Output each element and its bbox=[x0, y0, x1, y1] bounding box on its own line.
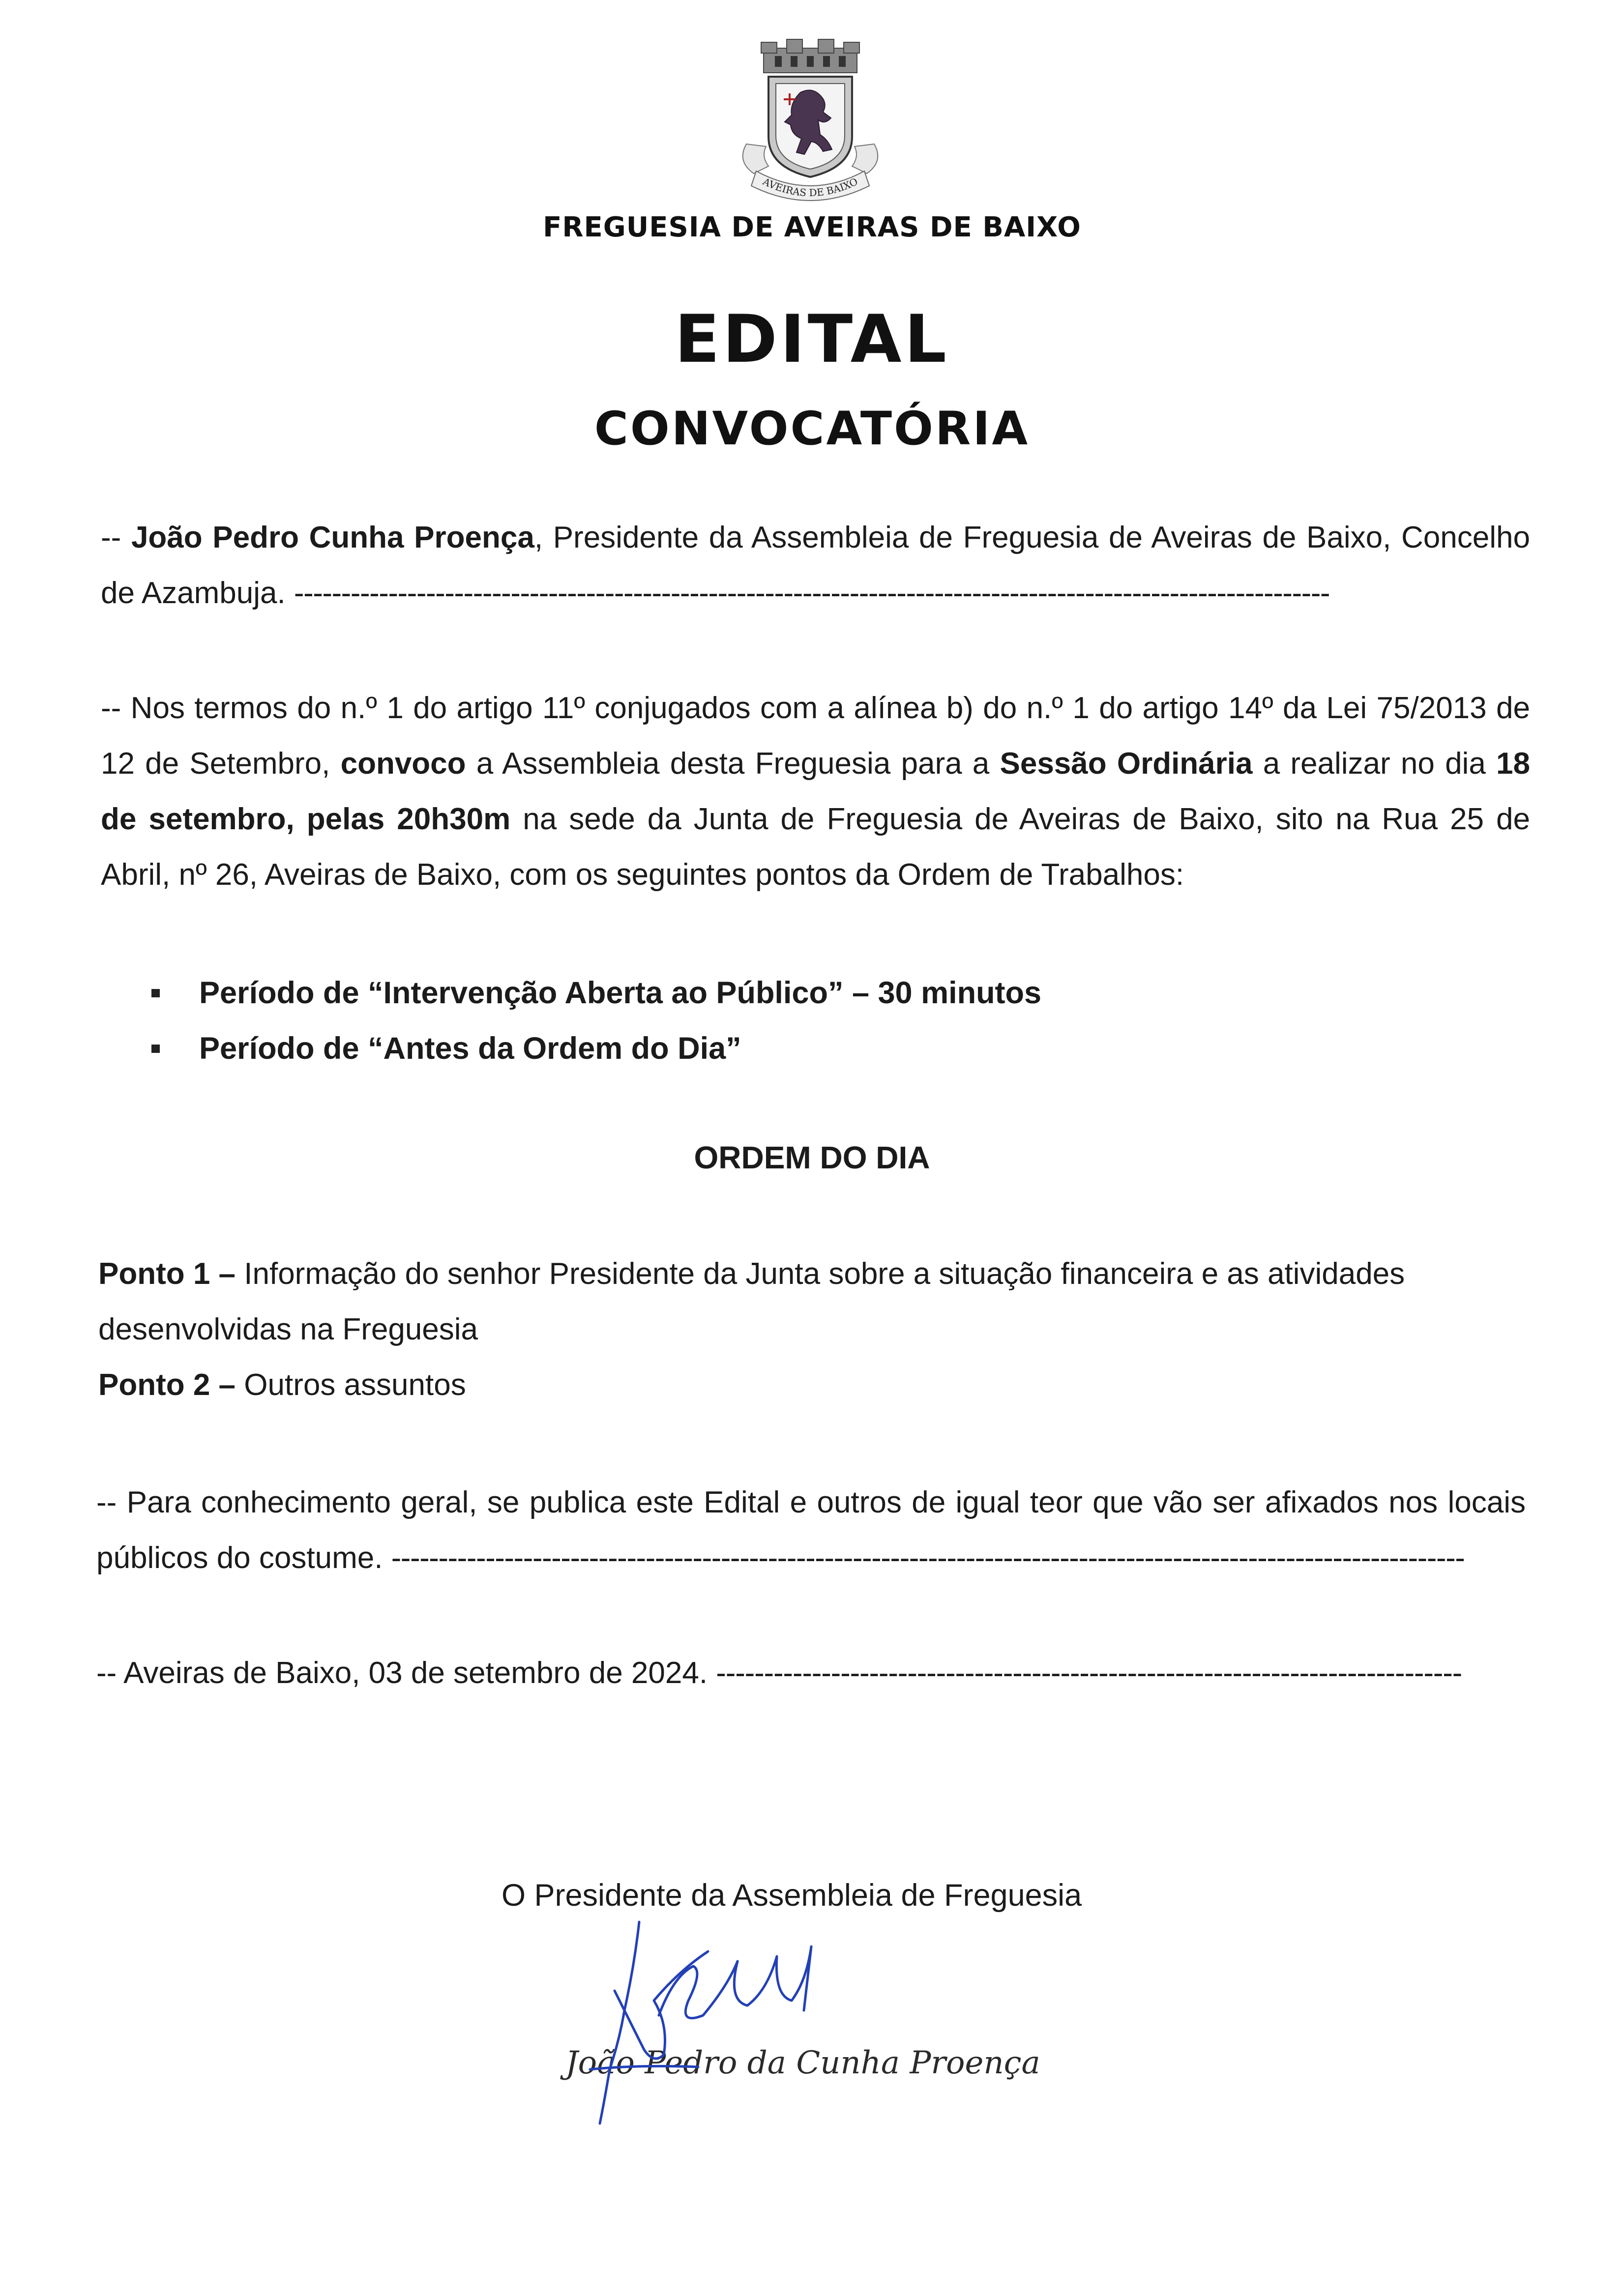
dash-filler: ------------------------------------------------------------------------------ bbox=[716, 1656, 1462, 1690]
list-item bbox=[148, 1021, 1041, 1076]
session-type: Sessão Ordinária bbox=[1000, 747, 1253, 781]
convocation-text-1: -- Nos termos do n.º 1 do artigo 11º conjugados com a alínea b) do n.º 1 do artigo 14º da Lei 75/2013 de 12 de Setembro, bbox=[101, 691, 1530, 781]
signature-caption: O Presidente da Assembleia de Freguesia bbox=[502, 1878, 1082, 1913]
point-label: Ponto 2 – bbox=[98, 1368, 236, 1402]
dash-filler: ------------------------------------------------------------------------------------------------------------------ bbox=[391, 1541, 1465, 1575]
intro-lead: -- bbox=[101, 521, 131, 554]
point-item bbox=[98, 1246, 1514, 1357]
publication-paragraph bbox=[96, 1475, 1526, 1586]
convocation-text-2: a Assembleia desta Freguesia para a bbox=[466, 747, 1000, 781]
crest-motto: AVEIRAS DE BAIXO bbox=[761, 175, 860, 199]
date-text: -- Aveiras de Baixo, 03 de setembro de 2024. bbox=[96, 1656, 716, 1690]
agenda-item-text: Período de “Antes da Ordem do Dia” bbox=[199, 1031, 741, 1066]
document-subtitle: CONVOCATÓRIA bbox=[594, 402, 1030, 456]
point-text: Outros assuntos bbox=[236, 1368, 466, 1402]
convocation-text-4: na sede da Junta de Freguesia de Aveiras de Baixo, sito na Rua 25 de Abril, nº 26, Aveiras de Baixo, com os seguintes pontos da Ordem de Trabalhos: bbox=[101, 802, 1530, 892]
bullet-icon bbox=[151, 989, 160, 997]
point-item bbox=[98, 1357, 1528, 1413]
coat-of-arms-icon bbox=[727, 38, 894, 215]
bullet-icon bbox=[151, 1045, 160, 1053]
point-text: Informação do senhor Presidente da Junta sobre a situação financeira e as atividades desenvolvidas na Freguesia bbox=[98, 1257, 1405, 1346]
signatory-name: João Pedro da Cunha Proença bbox=[565, 2045, 1040, 2081]
parish-name: FREGUESIA DE AVEIRAS DE BAIXO bbox=[543, 211, 1081, 243]
convocation-text-3: a realizar no dia bbox=[1252, 747, 1497, 781]
order-of-day-heading: ORDEM DO DIA bbox=[694, 1140, 930, 1175]
session-datetime: 18 de setembro, pelas 20h30m bbox=[101, 747, 1530, 836]
dash-filler: -------------------------------------------------------------------------------------------------------------- bbox=[294, 576, 1330, 610]
date-line bbox=[96, 1645, 1526, 1701]
handwritten-signature bbox=[580, 1892, 895, 2158]
publication-text: -- Para conhecimento geral, se publica este Edital e outros de igual teor que vão ser afixados nos locais públicos do costume. bbox=[96, 1485, 1526, 1575]
document-title: EDITAL bbox=[675, 301, 949, 378]
convocation-paragraph bbox=[101, 680, 1530, 902]
intro-paragraph bbox=[101, 510, 1530, 621]
point-label: Ponto 1 – bbox=[98, 1257, 236, 1291]
agenda-item-text: Período de “Intervenção Aberta ao Público” – 30 minutos bbox=[199, 976, 1042, 1010]
agenda-list bbox=[148, 965, 1041, 1076]
list-item bbox=[148, 965, 1041, 1021]
convocation-bold-1: convoco bbox=[340, 747, 466, 781]
intro-text: , Presidente da Assembleia de Freguesia de Aveiras de Baixo, Concelho de Azambuja. bbox=[101, 521, 1530, 610]
order-of-day-points bbox=[98, 1246, 1528, 1413]
president-name: João Pedro Cunha Proença bbox=[131, 521, 534, 554]
